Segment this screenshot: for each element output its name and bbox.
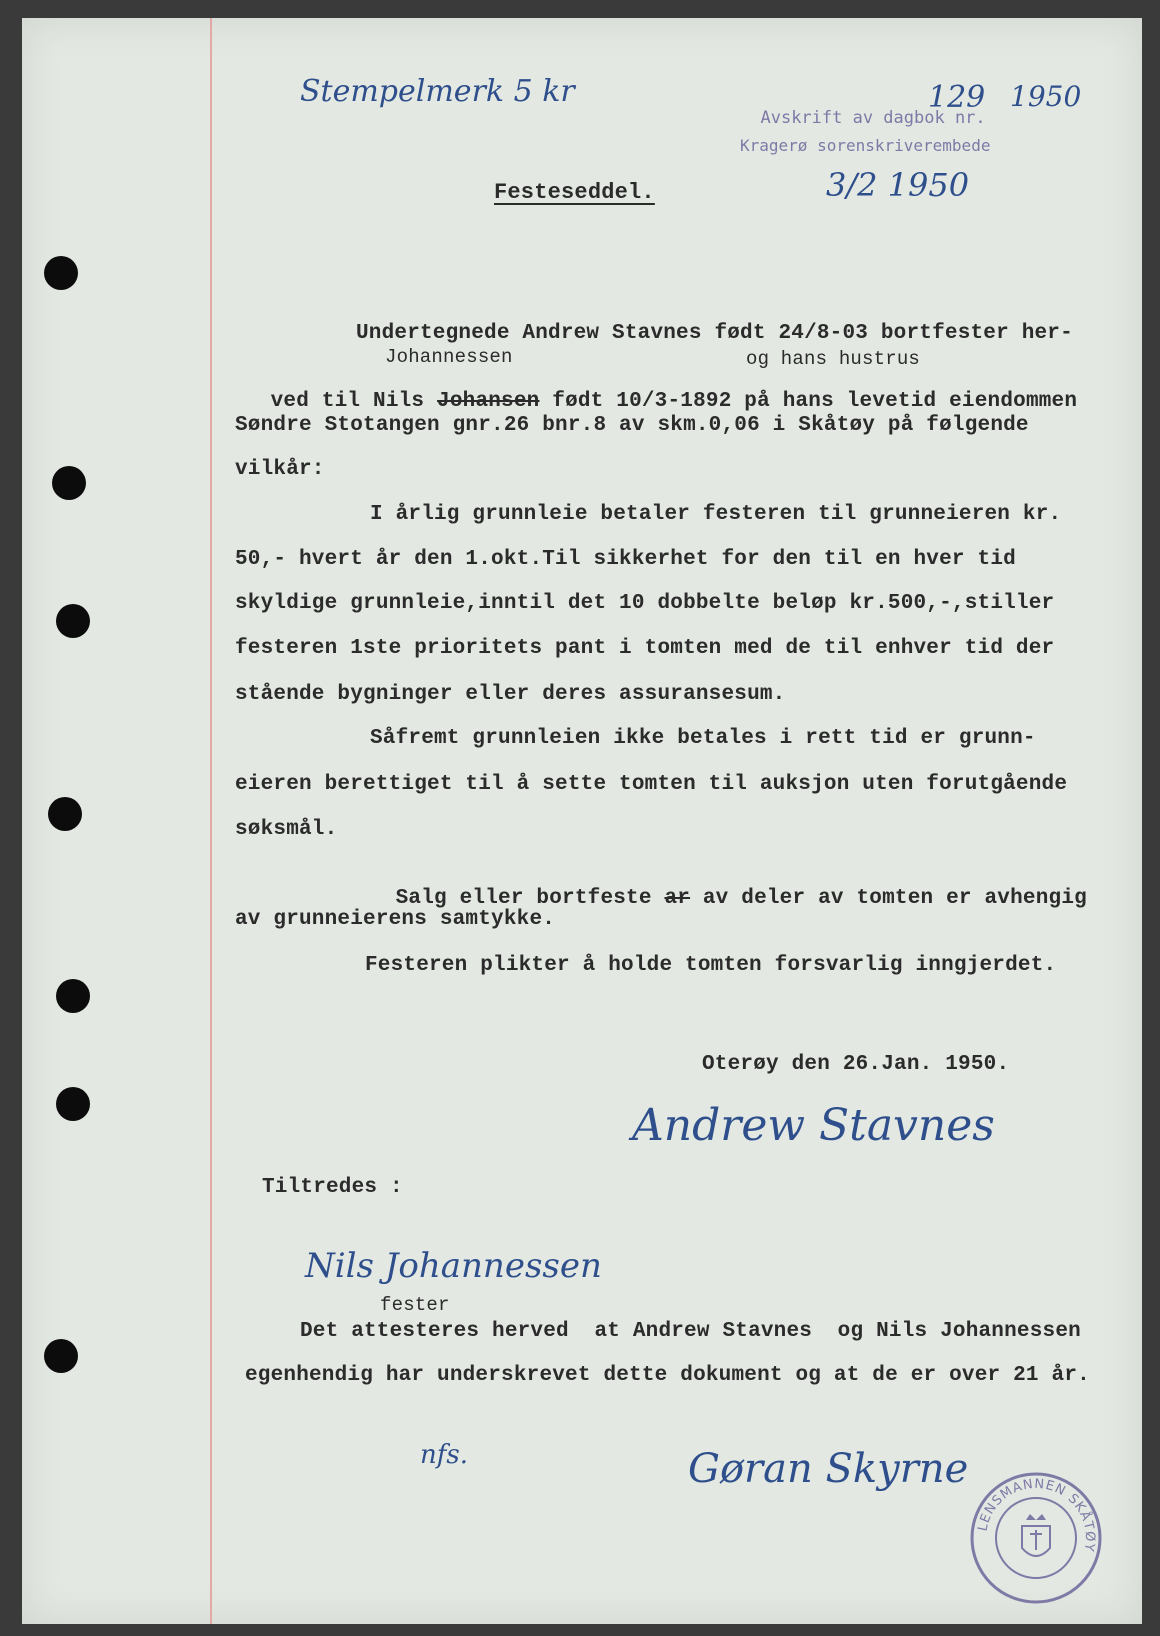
punch-hole [56,979,90,1013]
body-line-2-b: født 10/3-1892 på hans levetid eiendommen [539,390,1078,413]
struck-word: ar [664,887,691,910]
para2-line-1: I årlig grunnleie betaler festeren til grunneieren kr. [370,503,1062,526]
svg-text:LENSMANNEN SKÅTØY: LENSMANNEN SKÅTØY [975,1476,1098,1554]
signature-official: Gøran Skyrne [688,1446,969,1492]
place-date: Oterøy den 26.Jan. 1950. [702,1053,1010,1076]
signature-fester: Nils Johannessen [305,1246,602,1286]
body-line-4: vilkår: [235,458,325,481]
insert-spouse: og hans hustrus [746,348,921,370]
para5-line-1: Festeren plikter å holde tomten forsvarlig inngjerdet. [365,954,1057,977]
initials: nfs. [420,1440,468,1470]
para2-line-4: festeren 1ste prioritets pant i tomten med de til enhver tid der [235,637,1055,660]
body-line-1: Undertegnede Andrew Stavnes født 24/8-03 bortfester her- [356,322,1073,345]
para2-line-2: 50,- hvert år den 1.okt.Til sikkerhet for den til en hver tid [235,548,1016,571]
punch-hole [52,466,86,500]
punch-hole [56,604,90,638]
para2-line-3: skyldige grunnleie,inntil det 10 dobbelte beløp kr.500,-,stiller [235,592,1055,615]
stamp-line-1: Avskrift av dagbok nr. [760,108,986,128]
punch-hole [48,797,82,831]
para3-line-1: Såfremt grunnleien ikke betales i rett tid er grunn- [370,727,1036,750]
punch-hole [56,1087,90,1121]
entry-year: 1950 [1010,80,1082,113]
fester-label: fester [380,1294,450,1316]
para4-line-1 [370,864,1087,910]
entry-number: 129 [928,80,986,115]
insert-name: Johannessen [385,346,513,368]
stamp-line-2: Kragerø sorenskriverembede [740,136,991,155]
margin-rule [210,18,212,1624]
struck-name: Johansen [437,390,540,413]
body-line-2-a: ved til Nils [270,390,438,413]
body-line-3: Søndre Stotangen gnr.26 bnr.8 av skm.0,06 i Skåtøy på følgende [235,414,1029,437]
para3-line-2: eieren berettiget til å sette tomten til auksjon uten forutgående [235,773,1068,796]
para4-line-1-a: Salg eller bortfeste [395,887,665,910]
lensmann-seal-icon [966,1468,1106,1608]
para4-line-1-b: av deler av tomten er avhengig [690,887,1087,910]
date-handwritten: 3/2 1950 [826,166,970,204]
punch-hole [44,1339,78,1373]
signature-owner: Andrew Stavnes [632,1100,995,1151]
para3-line-3: søksmål. [235,818,338,841]
attest-line-1: Det attesteres herved at Andrew Stavnes og Nils Johannessen [300,1320,1081,1343]
para4-line-2: av grunneierens samtykke. [235,908,556,931]
attest-line-2: egenhendig har underskrevet dette dokument og at de er over 21 år. [245,1364,1090,1387]
tiltredes-label: Tiltredes : [262,1176,403,1199]
punch-hole [44,256,78,290]
document-title: Festeseddel. [494,180,655,205]
para2-line-5: stående bygninger eller deres assuransesum. [235,683,786,706]
body-line-2 [245,367,1077,413]
fee-note: Stempelmerk 5 kr [300,74,575,109]
